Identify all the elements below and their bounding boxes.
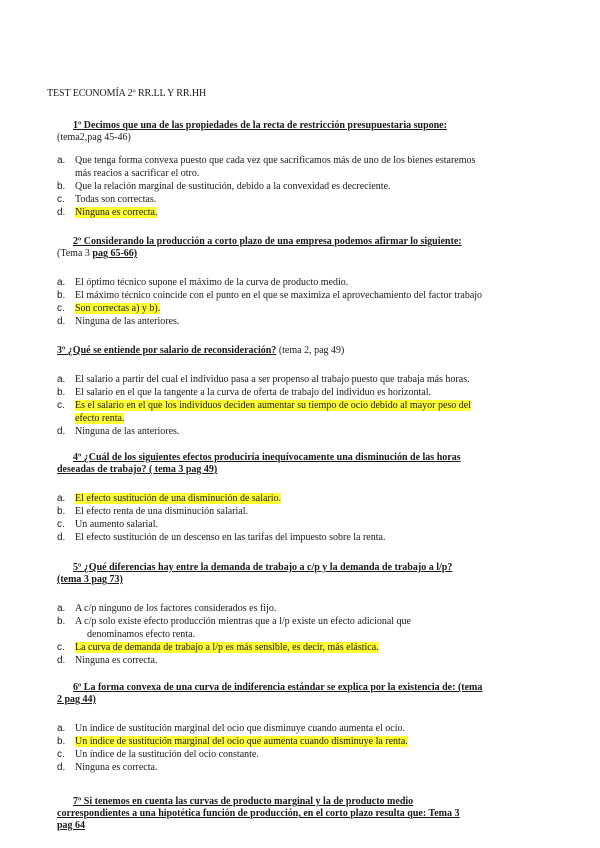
option-c-correct: c. La curva de demanda de trabajo a l/p es más sensible, es decir, más elástica. xyxy=(57,642,379,653)
option-b: b. A c/p solo existe efecto producción mientras que a l/p existe un efecto adicional que denominamos efecto renta. xyxy=(57,616,411,640)
question-heading-cont: 2 pag 44) xyxy=(57,694,96,705)
question-5 xyxy=(57,562,527,667)
option-b: b. El efecto renta de una disminución salarial. xyxy=(57,506,248,517)
question-heading: 6º La forma convexa de una curva de indiferencia estándar se explica por la existencia de: (tema xyxy=(73,682,483,693)
question-heading: 1º Decimos que una de las propiedades de la recta de restricción presupuestaria supone: xyxy=(73,120,447,131)
option-a: a. Que tenga forma convexa puesto que cada vez que sacrificamos más de uno de los bienes estaremos más reacios a sacrificar el otro. xyxy=(57,155,476,179)
option-d-correct: d. Ninguna es correcta. xyxy=(57,207,158,218)
option-d: d. Ninguna es correcta. xyxy=(57,762,158,773)
question-reference-page: pag 65-66) xyxy=(92,248,138,259)
question-heading: 7º Si tenemos en cuenta las curvas de producto marginal y la de producto medio xyxy=(73,796,414,807)
option-a: a. El salario a partir del cual el individuo pasa a ser propenso al trabajo puesto que trabaja más horas. xyxy=(57,374,470,385)
option-b: b. El máximo técnico coincide con el punto en el que se maximiza el aprovechamiento del factor trabajo xyxy=(57,290,483,301)
option-a: a. El óptimo técnico supone el máximo de la curva de producto medio. xyxy=(57,277,349,288)
question-heading: 4º ¿Cuál de los siguientes efectos produciría inequívocamente una disminución de las horas xyxy=(73,452,461,463)
question-4 xyxy=(57,452,527,544)
question-7 xyxy=(57,796,527,832)
option-a-correct: a. El efecto sustitución de una disminución de salario. xyxy=(57,493,282,504)
question-heading: 3º ¿Qué se entiende por salario de reconsideración? xyxy=(57,345,277,356)
question-1 xyxy=(57,120,527,219)
option-b-correct: b. Un índice de sustitución marginal del ocio que aumenta cuando disminuye la renta. xyxy=(57,736,408,747)
document-title: TEST ECONOMÍA 2º RR.LL Y RR.HH xyxy=(47,88,207,99)
question-reference: (Tema 3 xyxy=(57,248,93,259)
option-c-correct: c. Es el salario en el que los individuos deciden aumentar su tiempo de ocio debido al mayor peso del efecto renta. xyxy=(57,400,472,424)
option-c: c. Un aumento salarial. xyxy=(57,519,159,530)
question-heading: 5º ¿Qué diferencias hay entre la demanda de trabajo a c/p y la demanda de trabajo a l/p? xyxy=(73,562,453,573)
option-d: d. Ninguna de las anteriores. xyxy=(57,316,180,327)
question-reference: (tema 2, pag 49) xyxy=(276,345,345,356)
question-heading: 2º Considerando la producción a corto plazo de una empresa podemos afirmar lo siguiente: xyxy=(73,236,462,247)
option-d: d. Ninguna de las anteriores. xyxy=(57,426,180,437)
option-b: b. El salario en el que la tangente a la curva de oferta de trabajo del individuo es horizontal. xyxy=(57,387,431,398)
question-heading-cont: (tema 3 pag 73) xyxy=(57,574,123,585)
question-6 xyxy=(57,682,527,774)
option-d: d. El efecto sustitución de un descenso en las tarifas del impuesto sobre la renta. xyxy=(57,532,386,543)
option-b: b. Que la relación marginal de sustitución, debido a la convexidad es decreciente. xyxy=(57,181,391,192)
question-heading-cont: deseadas de trabajo? ( tema 3 pag 49) xyxy=(57,464,218,475)
option-c-correct: c. Son correctas a) y b). xyxy=(57,303,161,314)
option-c: c. Un índice de la sustitución del ocio constante. xyxy=(57,749,259,760)
question-2 xyxy=(57,236,527,328)
question-reference: (tema2,pag 45-46) xyxy=(57,132,131,143)
option-c: c. Todas son correctas. xyxy=(57,194,157,205)
question-heading-cont2: pag 64 xyxy=(57,820,86,831)
question-heading-cont: correspondientes a una hipotética función de producción, en el corto plazo resulta que: Tema 3 xyxy=(57,808,460,819)
option-a: a. A c/p ninguno de los factores considerados es fijo. xyxy=(57,603,277,614)
option-d: d. Ninguna es correcta. xyxy=(57,655,158,666)
question-3 xyxy=(57,345,527,438)
option-a: a. Un índice de sustitución marginal del ocio que disminuye cuando aumenta el ocio. xyxy=(57,723,406,734)
